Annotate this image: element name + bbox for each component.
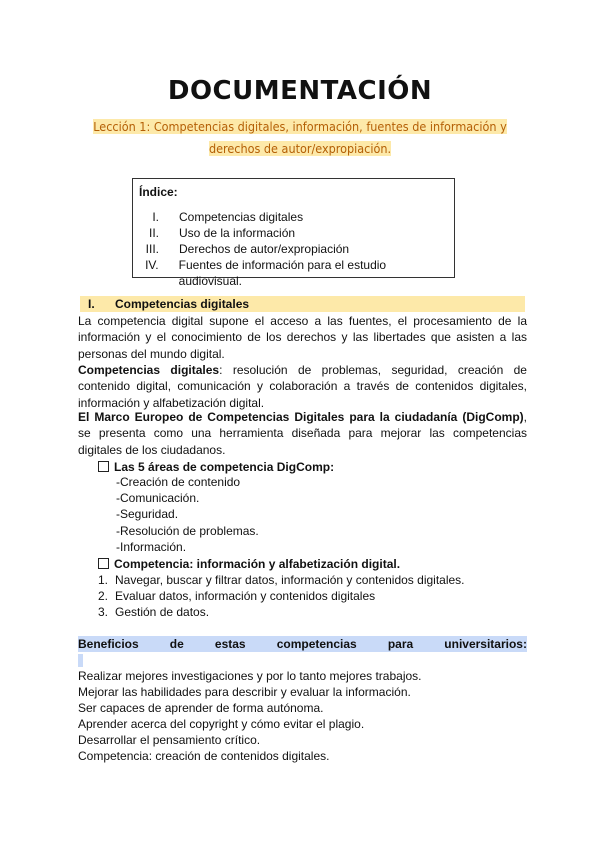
benefit-item: Realizar mejores investigaciones y por lo tanto mejores trabajos. <box>78 669 422 683</box>
index-item: II. Uso de la información <box>148 226 296 240</box>
index-box <box>132 178 455 288</box>
lesson-subtitle: Lección 1: Competencias digitales, información, fuentes de información y derechos de autor/expropiación. <box>93 119 507 156</box>
areas-checkbox-heading: Las 5 áreas de competencia DigComp: <box>98 459 334 475</box>
index-item: IV. Fuentes de información para el estudio audiovisual. <box>145 258 387 288</box>
competencia-checkbox-heading: Competencia: información y alfabetización digital. <box>98 556 400 572</box>
benefit-item: Desarrollar el pensamiento crítico. <box>78 733 261 747</box>
checkbox-icon <box>98 558 109 569</box>
section-heading: I. Competencias digitales <box>80 296 525 312</box>
paragraph-intro: La competencia digital supone el acceso a las fuentes, el procesamiento de la información y el conocimiento de los derechos y las libertades que asisten a las personas del mundo digital. <box>78 314 527 361</box>
area-item: -Resolución de problemas. <box>116 524 259 538</box>
area-item: -Creación de contenido <box>116 475 241 489</box>
area-item: -Comunicación. <box>116 491 200 505</box>
benefit-item: Mejorar las habilidades para describir y evaluar la información. <box>78 685 411 699</box>
list-item: 2. Evaluar datos, información y contenidos digitales <box>98 589 376 603</box>
benefit-item: Competencia: creación de contenidos digitales. <box>78 749 330 763</box>
list-item: 3. Gestión de datos. <box>98 605 210 619</box>
paragraph-competencias: Competencias digitales: resolución de problemas, seguridad, creación de contenido digital, comunicación y colaboración a través de contenidos digitales, información y alfabetización digital. <box>78 363 527 410</box>
index-item: I. Competencias digitales <box>152 210 304 224</box>
benefit-item: Ser capaces de aprender de forma autónoma. <box>78 701 324 715</box>
page-title: DOCUMENTACIÓN <box>167 76 433 106</box>
area-item: -Información. <box>116 540 187 554</box>
benefit-item: Aprender acerca del copyright y cómo evitar el plagio. <box>78 717 365 731</box>
index-item: III. Derechos de autor/expropiación <box>145 242 350 256</box>
index-list <box>139 209 448 288</box>
text-cursor-highlight <box>78 654 83 667</box>
index-heading: Índice: <box>139 185 178 199</box>
list-item: 1. Navegar, buscar y filtrar datos, información y contenidos digitales. <box>98 573 465 587</box>
checkbox-icon <box>98 461 109 472</box>
paragraph-digcomp: El Marco Europeo de Competencias Digitales para la ciudadanía (DigComp), se presenta como una herramienta diseñada para mejorar las competencias digitales de los ciudadanos. <box>78 410 527 457</box>
area-item: -Seguridad. <box>116 507 179 521</box>
benefits-heading: Beneficios de estas competencias para universitarios: <box>78 637 527 651</box>
